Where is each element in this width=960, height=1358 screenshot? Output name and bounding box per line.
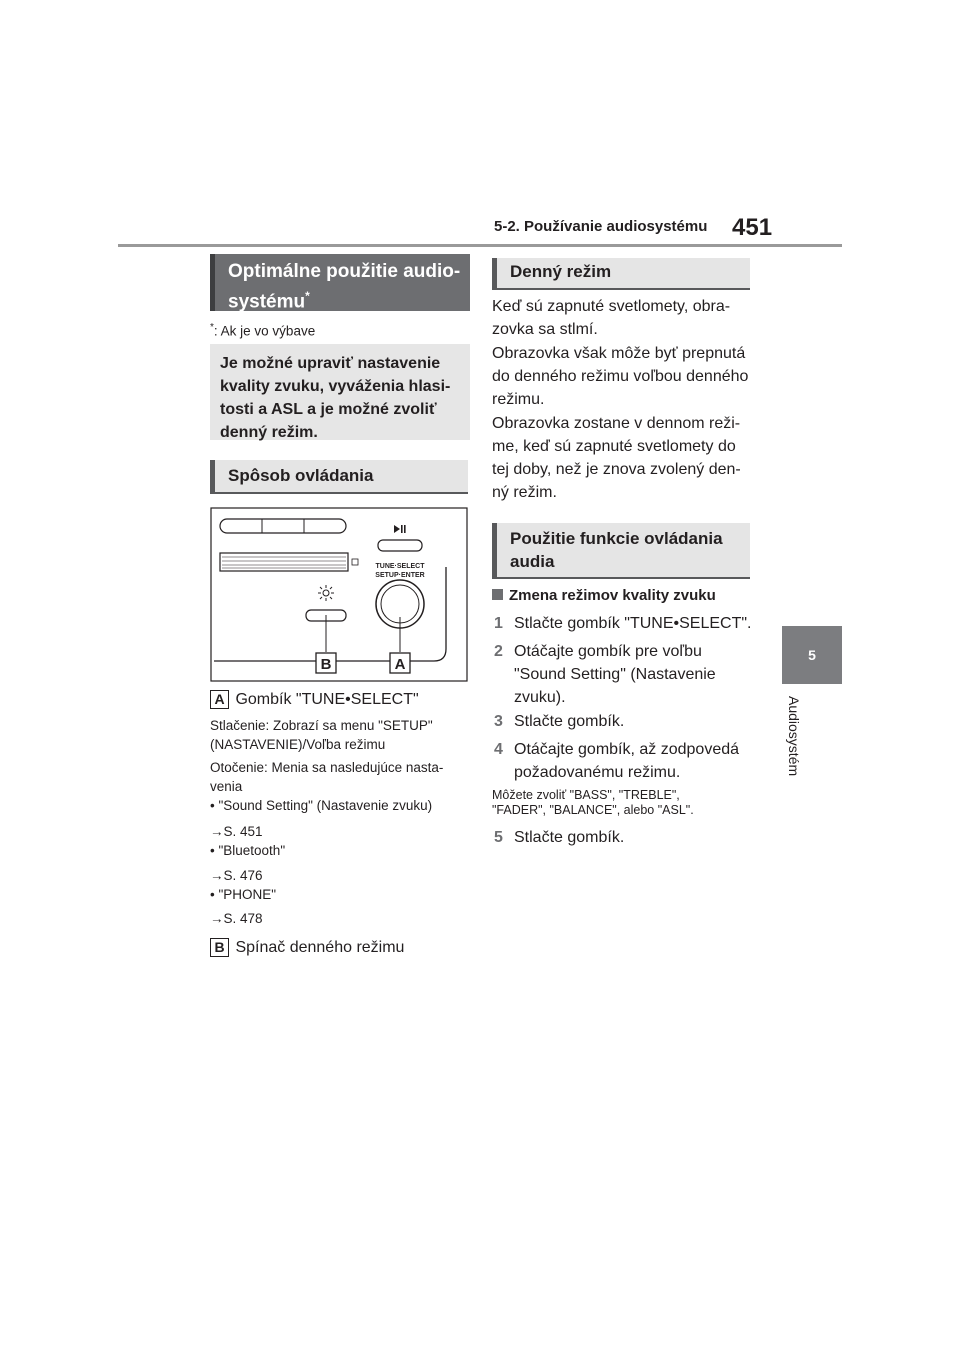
asterisk-mark: * [305, 289, 310, 303]
step-note [492, 788, 694, 818]
step-number: 1 [494, 615, 503, 632]
section-underline [492, 288, 750, 290]
footnote-text: : Ak je vo výbave [213, 323, 316, 339]
desc-line: Otočenie: Menia sa nasledujúce nasta- [210, 760, 444, 775]
step-text: Otáčajte gombík, až zodpovedá [514, 741, 740, 758]
step-1 [494, 612, 751, 635]
step-3 [494, 710, 624, 733]
ref-link[interactable]: →S. 478 [210, 911, 263, 926]
desc-line: Stlačenie: Zobrazí sa menu "SETUP" [210, 718, 433, 733]
step-text: "Sound Setting" (Nastavenie [514, 666, 716, 683]
section-heading-text: Denný režim [510, 262, 612, 281]
step-number: 5 [494, 829, 503, 846]
info-line: denný režim. [220, 424, 318, 441]
step-text: Stlačte gombík. [514, 713, 625, 730]
para-line: zovka sa stlmí. [492, 321, 598, 338]
section-underline [492, 577, 750, 579]
item-a-rotate-desc [210, 758, 443, 815]
desc-line: venia [210, 779, 243, 794]
step-text: Stlačte gombík "TUNE•SELECT". [514, 615, 752, 632]
info-box [210, 344, 470, 440]
step-number: 2 [494, 643, 503, 660]
square-bullet-icon [492, 589, 503, 600]
note-line: "FADER", "BALANCE", alebo "ASL". [492, 803, 694, 817]
day-paragraph [492, 342, 748, 411]
header-section-title: 5-2. Používanie audiosystému [494, 218, 708, 235]
para-line: Keď sú zapnuté svetlomety, obra- [492, 298, 731, 315]
step-4 [494, 738, 739, 784]
step-2 [494, 640, 716, 709]
tag-a: A [210, 690, 229, 709]
callout-a-label: A [394, 656, 406, 673]
item-b-title [210, 936, 404, 959]
step-text: požadovanému režimu. [514, 764, 681, 781]
section-underline [210, 492, 468, 494]
para-line: ný režim. [492, 484, 557, 501]
section-heading-control-method [210, 460, 468, 492]
section-heading-day-mode [492, 258, 750, 288]
para-line: do denného režimu voľbou denného [492, 368, 749, 385]
step-number: 3 [494, 713, 503, 730]
subheading-sound-quality [492, 587, 716, 604]
knob-label-line1: TUNE·SELECT [375, 563, 425, 570]
section-heading-line: audia [510, 552, 555, 571]
callout-b-label: B [320, 656, 332, 673]
chapter-label-text: Audiosystém [786, 696, 802, 777]
section-heading-text: Spôsob ovládania [228, 466, 374, 485]
footnote [210, 322, 315, 339]
para-line: tej doby, než je znova zvolený den- [492, 461, 741, 478]
bullet-sound-setting: • "Sound Setting" (Nastavenie zvuku) [210, 798, 433, 813]
chapter-label [776, 696, 816, 786]
section-heading-line: systému [228, 291, 306, 313]
item-b-title-text: Spínač denného režimu [235, 939, 405, 956]
note-line: Môžete zvoliť "BASS", "TREBLE", [492, 788, 680, 802]
step-text: Stlačte gombík. [514, 829, 625, 846]
info-line: tosti a ASL a je možné zvoliť [220, 401, 437, 418]
section-heading-line: Optimálne použitie audio- [228, 261, 461, 282]
day-paragraph [492, 295, 730, 341]
audio-panel-diagram [210, 507, 468, 682]
step-text: Otáčajte gombík pre voľbu [514, 643, 702, 660]
para-line: me, keď sú zapnuté svetlomety do [492, 438, 736, 455]
page-number: 451 [732, 214, 773, 241]
desc-line: (NASTAVENIE)/Voľba režimu [210, 737, 386, 752]
knob-label-line2: SETUP·ENTER [375, 572, 425, 579]
ref-link[interactable]: →S. 476 [210, 868, 263, 883]
day-paragraph [492, 412, 741, 504]
item-a-title [210, 688, 419, 711]
para-line: Obrazovka zostane v dennom reži- [492, 415, 741, 432]
step-number: 4 [494, 741, 503, 758]
step-5 [494, 826, 624, 849]
chapter-number: 5 [808, 647, 816, 663]
tag-b: B [210, 938, 229, 957]
item-a-title-text: Gombík "TUNE•SELECT" [235, 691, 419, 708]
section-heading-audio-control [492, 523, 750, 577]
ref-link[interactable]: →S. 451 [210, 824, 263, 839]
step-text: zvuku). [514, 689, 566, 706]
section-heading-line: Použitie funkcie ovládania [510, 529, 723, 548]
subheading-text: Zmena režimov kvality zvuku [509, 587, 716, 604]
footnote-mark: * [210, 322, 214, 333]
section-heading-optimal-use [210, 254, 470, 311]
bullet-bluetooth: • "Bluetooth" [210, 843, 286, 858]
info-line: kvality zvuku, vyváženia hlasi- [220, 378, 451, 395]
para-line: Obrazovka však môže byť prepnutá [492, 345, 746, 362]
header-rule [118, 244, 842, 247]
chapter-tab[interactable] [782, 626, 842, 684]
audio-panel-illustration [210, 507, 468, 682]
info-line: Je možné upraviť nastavenie [220, 355, 441, 372]
bullet-phone: • "PHONE" [210, 887, 277, 902]
item-a-press-desc [210, 716, 433, 754]
para-line: režimu. [492, 391, 545, 408]
